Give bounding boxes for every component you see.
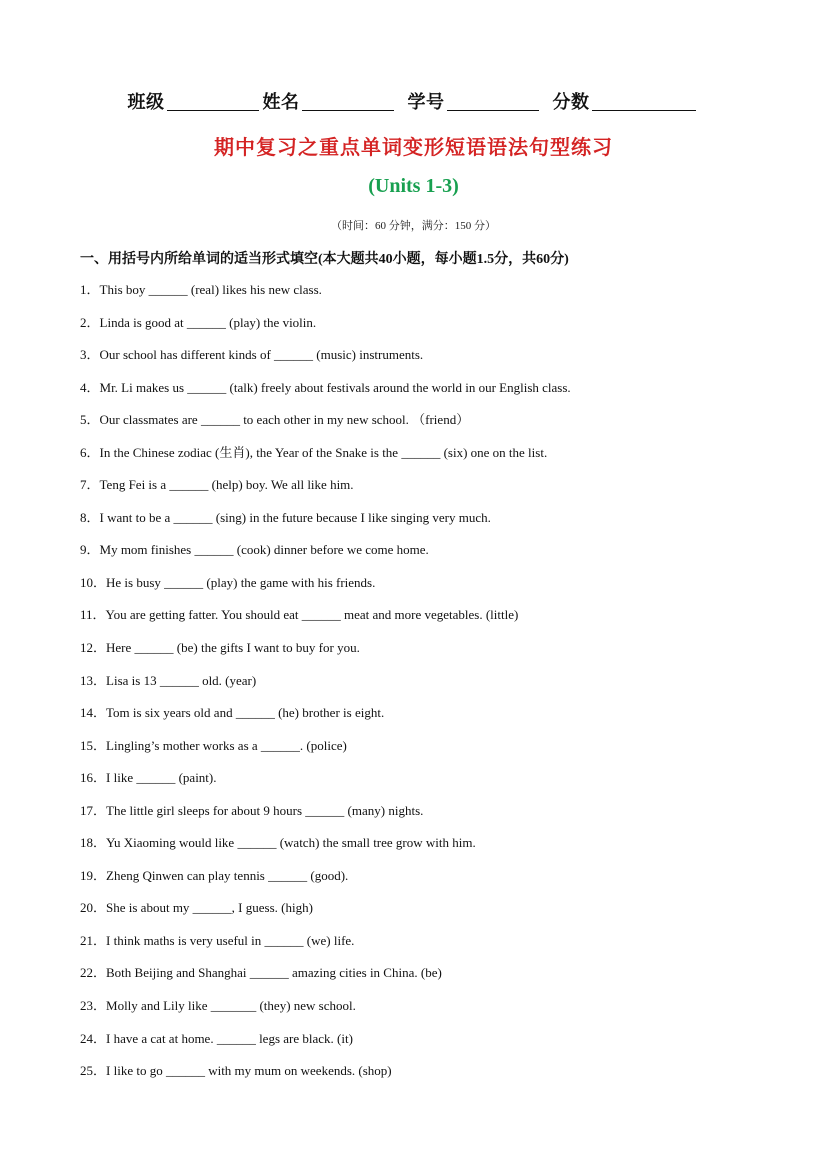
question-number: 11． [80, 607, 106, 623]
score-label: 分数 [552, 92, 590, 112]
question-text: The little girl sleeps for about 9 hours ______ (many) nights. [106, 802, 424, 818]
question-item [80, 1028, 760, 1061]
question-number: 2． [80, 314, 100, 330]
question-text: Lingling’s mother works as a ______. (police) [106, 737, 347, 753]
question-text: Our school has different kinds of ______ (music) instruments. [99, 347, 424, 363]
question-item [80, 930, 760, 963]
question-number: 21． [80, 932, 107, 948]
question-number: 9． [80, 542, 100, 558]
class-blank[interactable] [167, 92, 259, 111]
question-list [80, 279, 760, 1093]
question-text: Tom is six years old and ______ (he) brother is eight. [106, 705, 385, 721]
question-item [80, 702, 760, 735]
question-item [80, 767, 760, 800]
page-title: 期中复习之重点单词变形短语语法句型练习 [214, 137, 613, 159]
question-text: Yu Xiaoming would like ______ (watch) the small tree grow with him. [106, 835, 476, 851]
question-item [80, 800, 760, 833]
question-number: 10． [80, 574, 107, 590]
student-no-blank[interactable] [447, 92, 539, 111]
question-text: I think maths is very useful in ______ (we) life. [106, 932, 355, 948]
question-item [80, 962, 760, 995]
question-number: 7． [80, 477, 100, 493]
student-info-line [0, 88, 827, 114]
question-number: 16． [80, 770, 107, 786]
question-text: I have a cat at home. ______ legs are black. (it) [106, 1030, 353, 1046]
question-item [80, 279, 760, 312]
question-number: 18． [80, 835, 107, 851]
question-text: I want to be a ______ (sing) in the future because I like singing very much. [99, 509, 491, 525]
question-item [80, 1060, 760, 1093]
question-text: Molly and Lily like _______ (they) new school. [106, 998, 356, 1014]
question-number: 12． [80, 640, 107, 656]
name-blank[interactable] [302, 92, 394, 111]
question-number: 6． [80, 444, 100, 460]
question-item [80, 312, 760, 345]
question-number: 14． [80, 705, 107, 721]
question-item [80, 832, 760, 865]
question-number: 8． [80, 509, 100, 525]
question-item [80, 897, 760, 930]
question-text: I like to go ______ with my mum on weekends. (shop) [106, 1063, 392, 1079]
question-number: 25． [80, 1063, 107, 1079]
question-item [80, 995, 760, 1028]
question-item [80, 474, 760, 507]
score-blank[interactable] [592, 92, 696, 111]
question-text: Both Beijing and Shanghai ______ amazing cities in China. (be) [106, 965, 442, 981]
question-number: 4． [80, 379, 100, 395]
student-no-label: 学号 [407, 92, 445, 112]
question-number: 3． [80, 347, 100, 363]
question-number: 13． [80, 672, 107, 688]
question-text: This boy ______ (real) likes his new class. [99, 282, 322, 297]
question-text: He is busy ______ (play) the game with his friends. [106, 574, 376, 590]
question-item [80, 670, 760, 703]
question-text: Our classmates are ______ to each other in my new school. （friend） [99, 412, 470, 428]
question-number: 5． [80, 412, 100, 428]
question-item [80, 637, 760, 670]
section-heading: 一、用括号内所给单词的适当形式填空(本大题共40小题，每小题1.5分，共60分) [80, 252, 569, 267]
question-text: I like ______ (paint). [106, 770, 217, 786]
question-text: Lisa is 13 ______ old. (year) [106, 672, 257, 688]
question-item [80, 865, 760, 898]
name-label: 姓名 [262, 92, 300, 112]
question-number: 20． [80, 900, 107, 916]
question-item [80, 507, 760, 540]
question-item [80, 539, 760, 572]
question-text: Zheng Qinwen can play tennis ______ (good). [106, 867, 349, 883]
question-text: Teng Fei is a ______ (help) boy. We all like him. [99, 477, 354, 493]
units-subtitle: (Units 1-3) [368, 175, 459, 197]
question-number: 17． [80, 802, 107, 818]
question-item [80, 409, 760, 442]
question-text: In the Chinese zodiac (生肖), the Year of the Snake is the ______ (six) one on the list. [99, 444, 548, 460]
question-number: 23． [80, 998, 107, 1014]
question-item [80, 344, 760, 377]
question-item [80, 735, 760, 768]
question-item [80, 604, 760, 637]
question-text: Mr. Li makes us ______ (talk) freely about festivals around the world in our English class. [99, 379, 571, 395]
question-number: 24． [80, 1030, 107, 1046]
question-item [80, 442, 760, 475]
question-number: 22． [80, 965, 107, 981]
question-text: Here ______ (be) the gifts I want to buy for you. [106, 640, 360, 656]
question-number: 19． [80, 867, 107, 883]
question-text: She is about my ______, I guess. (high) [106, 900, 313, 916]
question-item [80, 377, 760, 410]
question-text: Linda is good at ______ (play) the violin. [99, 314, 317, 330]
question-number: 1． [80, 282, 100, 297]
time-note: （时间：60 分钟，满分：150 分） [331, 220, 496, 232]
question-number: 15． [80, 737, 107, 753]
question-text: My mom finishes ______ (cook) dinner before we come home. [99, 542, 429, 558]
question-item [80, 572, 760, 605]
class-label: 班级 [127, 92, 165, 112]
question-text: You are getting fatter. You should eat ______ meat and more vegetables. (little) [105, 607, 519, 623]
